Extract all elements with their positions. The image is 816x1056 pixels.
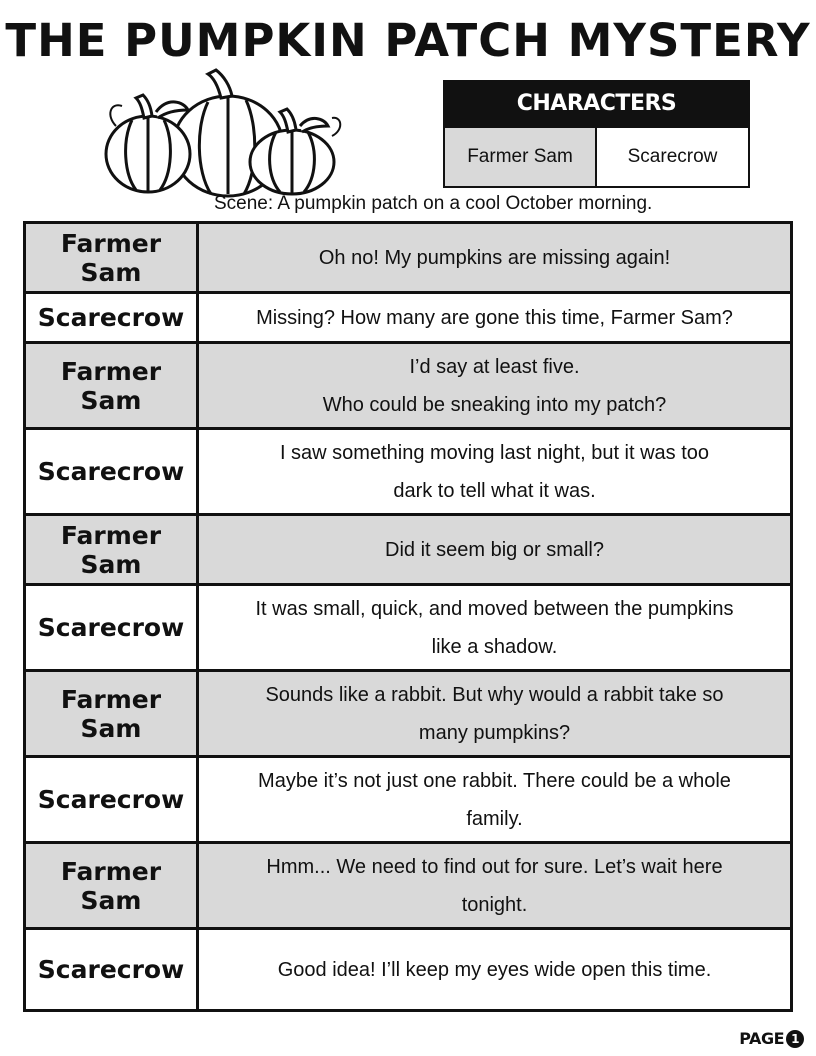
speaker-name: Farmer Sam	[60, 520, 162, 579]
page-title: THE PUMPKIN PATCH MYSTERY	[5, 14, 811, 67]
speaker-cell	[25, 223, 198, 293]
line-cell	[198, 757, 792, 843]
line-text: family.	[466, 807, 523, 830]
line-text: Did it seem big or small?	[385, 538, 604, 561]
pumpkins-illustration	[96, 66, 346, 198]
line-text: Oh no! My pumpkins are missing again!	[318, 246, 671, 269]
script-row	[25, 929, 792, 1011]
speaker-cell	[25, 757, 198, 843]
speaker-name: Scarecrow	[37, 955, 185, 984]
speaker-cell	[25, 293, 198, 343]
script-row	[25, 429, 792, 515]
speaker-name: Farmer Sam	[60, 684, 162, 743]
script-row	[25, 343, 792, 429]
script-table	[23, 221, 793, 1012]
script-row	[25, 223, 792, 293]
script-row	[25, 293, 792, 343]
page-number	[739, 1029, 804, 1048]
speaker-cell	[25, 585, 198, 671]
speaker-name: Farmer Sam	[60, 856, 162, 915]
speaker-name: Farmer Sam	[60, 356, 162, 415]
line-text: I’d say at least five.	[409, 355, 580, 378]
line-text: Maybe it’s not just one rabbit. There could be a whole	[258, 769, 731, 792]
character-name: Farmer Sam	[445, 128, 597, 186]
line-text: like a shadow.	[431, 635, 558, 658]
line-cell	[198, 293, 792, 343]
line-cell	[198, 343, 792, 429]
line-cell	[198, 929, 792, 1011]
line-cell	[198, 515, 792, 585]
line-cell	[198, 843, 792, 929]
speaker-cell	[25, 671, 198, 757]
speaker-name: Scarecrow	[37, 785, 185, 814]
script-row	[25, 843, 792, 929]
line-cell	[198, 671, 792, 757]
line-text: Who could be sneaking into my patch?	[322, 393, 667, 416]
speaker-name: Scarecrow	[37, 457, 185, 486]
line-text: dark to tell what it was.	[393, 479, 596, 502]
script-row	[25, 671, 792, 757]
script-row	[25, 585, 792, 671]
speaker-cell	[25, 843, 198, 929]
line-text: Sounds like a rabbit. But why would a rabbit take so	[265, 683, 724, 706]
line-text: tonight.	[461, 893, 528, 916]
speaker-name: Farmer Sam	[60, 228, 162, 287]
speaker-cell	[25, 515, 198, 585]
page-number-badge: 1	[786, 1030, 804, 1048]
script-row	[25, 757, 792, 843]
line-text: I saw something moving last night, but it was too	[279, 441, 710, 464]
line-text: Missing? How many are gone this time, Farmer Sam?	[256, 306, 733, 329]
line-cell	[198, 429, 792, 515]
line-text: It was small, quick, and moved between the pumpkins	[255, 597, 734, 620]
scene-description: Scene: A pumpkin patch on a cool October morning.	[214, 193, 653, 214]
line-text: many pumpkins?	[418, 721, 571, 744]
character-name: Scarecrow	[597, 128, 748, 186]
speaker-name: Scarecrow	[37, 303, 185, 332]
line-cell	[198, 585, 792, 671]
line-cell	[198, 223, 792, 293]
speaker-name: Scarecrow	[37, 613, 185, 642]
line-text: Good idea! I’ll keep my eyes wide open this time.	[277, 958, 712, 981]
line-text: Hmm... We need to find out for sure. Let’s wait here	[266, 855, 723, 878]
page-label: PAGE	[739, 1029, 784, 1048]
speaker-cell	[25, 343, 198, 429]
characters-box	[443, 80, 750, 188]
characters-heading: CHARACTERS	[445, 82, 748, 126]
speaker-cell	[25, 929, 198, 1011]
script-row	[25, 515, 792, 585]
speaker-cell	[25, 429, 198, 515]
